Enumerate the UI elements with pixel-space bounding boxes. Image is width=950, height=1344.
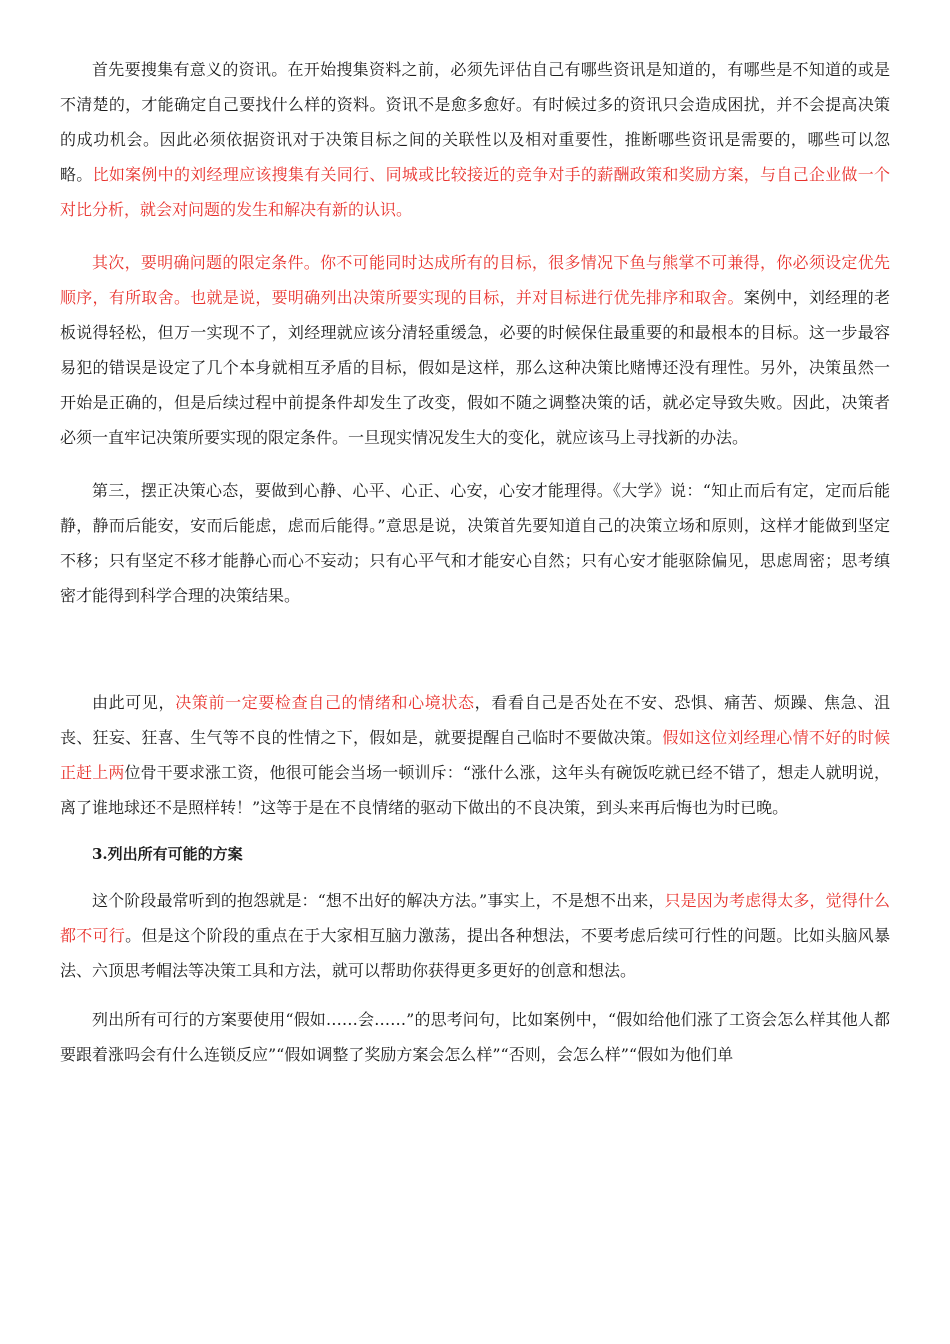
paragraph-text: 案例中，刘经理的老板说得轻松，但万一实现不了，刘经理就应该分清轻重缓急，必要的时候保住最重要的和最根本的目标。这一步最容易犯的错误是设定了几个本身就相互矛盾的目标，假如是这样，那么这种决策比赌博还没有理性。另外，决策虽然一开始是正确的，但是后续过程中前提条件却发生了改变，假如不随之调整决策的话，就必定导致失败。因此，决策者必须一直牢记决策所要实现的限定条件。一旦现实情况发生大的变化，就应该马上寻找新的办法。 [60, 288, 890, 447]
paragraph-gather-info [60, 52, 890, 227]
paragraph-what-if [60, 1002, 890, 1072]
paragraph-text: 这个阶段最常听到的抱怨就是：“想不出好的解决方法。”事实上，不是想不出来， [92, 891, 665, 910]
highlighted-text: 假如这位刘经理心情不好的时候正赶上两 [60, 728, 890, 782]
paragraph-text: 。但是这个阶段的重点在于大家相互脑力激荡，提出各种想法，不要考虑后续可行性的问题。比如头脑风暴法、六顶思考帽法等决策工具和方法，就可以帮助你获得更多更好的创意和想法。 [60, 926, 890, 980]
highlighted-text: 决策前一定要检查自己的情绪和心境状态 [175, 693, 475, 712]
highlighted-text: 只是因为考虑得太多，觉得什么都不可行 [60, 891, 890, 945]
paragraph-brainstorm [60, 883, 890, 988]
paragraph-text: 列出所有可行的方案要使用“假如……会……”的思考问句，比如案例中，“假如给他们涨了工资会怎么样其他人都要跟着涨吗会有什么连锁反应”“假如调整了奖励方案会怎么样”“否则，会怎么样”“假如为他们单 [60, 1010, 890, 1064]
paragraph-text: 位骨干要求涨工资，他很可能会当场一顿训斥：“涨什么涨，这年头有碗饭吃就已经不错了，想走人就明说，离了谁地球还不是照样转！”这等于是在不良情绪的驱动下做出的不良决策，到头来再后悔也为时已晚。 [60, 763, 890, 817]
paragraph-text: 首先要搜集有意义的资讯。在开始搜集资料之前，必须先评估自己有哪些资讯是知道的，有哪些是不知道的或是不清楚的，才能确定自己要找什么样的资料。资讯不是愈多愈好。有时候过多的资讯只会造成困扰，并不会提高决策的成功机会。因此必须依据资讯对于决策目标之间的关联性以及相对重要性，推断哪些资讯是需要的，哪些可以忽略。 [60, 60, 890, 184]
highlighted-text: 其次，要明确问题的限定条件。你不可能同时达成所有的目标，很多情况下鱼与熊掌不可兼得，你必须设定优先顺序，有所取舍。也就是说，要明确列出决策所要实现的目标，并对目标进行优先排序和取舍。 [60, 253, 890, 307]
paragraph-text: 第三，摆正决策心态，要做到心静、心平、心正、心安，心安才能理得。《大学》说：“知止而后有定，定而后能静，静而后能安，安而后能虑，虑而后能得。”意思是说，决策首先要知道自己的决策立场和原则，这样才能做到坚定不移；只有坚定不移才能静心而心不妄动；只有心平气和才能安心自然；只有心安才能驱除偏见，思虑周密；思考缜密才能得到科学合理的决策结果。 [60, 481, 890, 605]
paragraph-emotions [60, 685, 890, 825]
document-page [60, 52, 890, 1072]
paragraph-text: 由此可见， [92, 693, 176, 712]
section-heading: 3.列出所有可能的方案 [92, 845, 243, 863]
highlighted-text: 比如案例中的刘经理应该搜集有关同行、同城或比较接近的竞争对手的薪酬政策和奖励方案，与自己企业做一个对比分析，就会对问题的发生和解决有新的认识。 [60, 165, 890, 219]
paragraph-text: ，看看自己是否处在不安、恐惧、痛苦、烦躁、焦急、沮丧、狂妄、狂喜、生气等不良的性情之下，假如是，就要提醒自己临时不要做决策。 [60, 693, 890, 747]
paragraph-mindset [60, 473, 890, 613]
paragraph-constraints [60, 245, 890, 455]
